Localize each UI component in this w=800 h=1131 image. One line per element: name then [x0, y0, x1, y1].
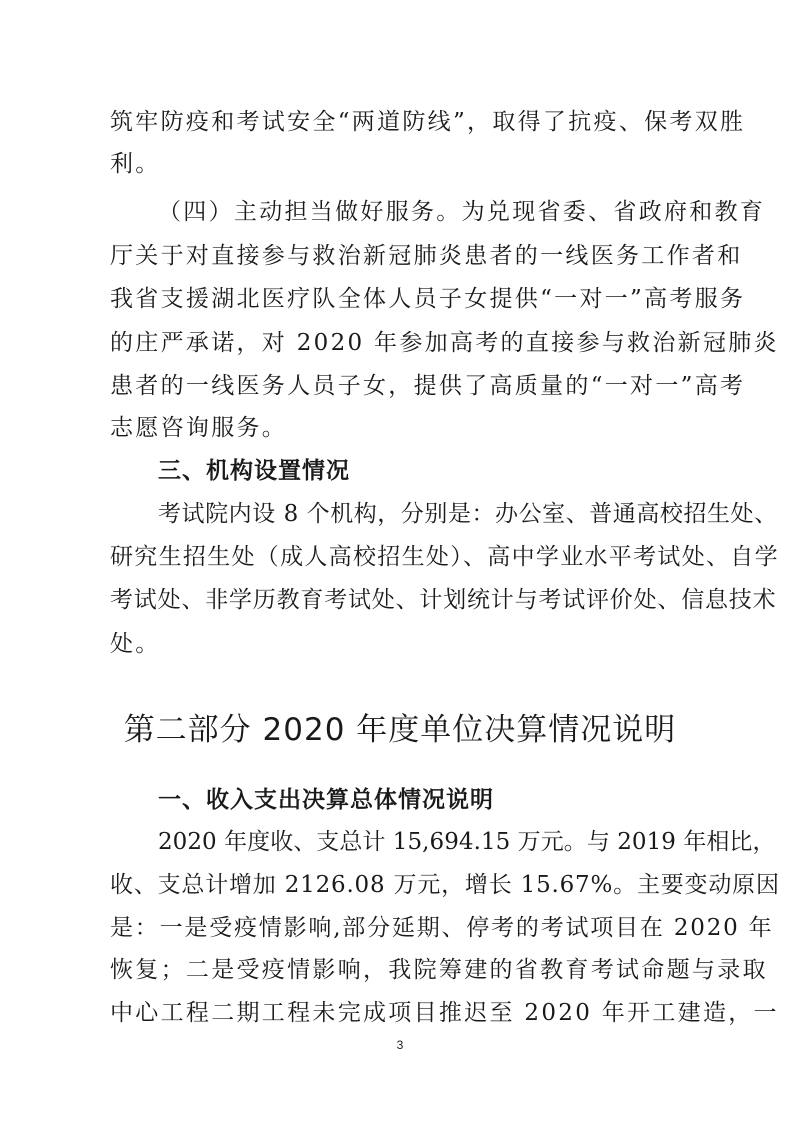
- paragraph-line: 收、支总计增加 2126.08 万元，增长 15.67%。主要变动原因: [110, 872, 780, 898]
- paragraph-line: 2020 年度收、支总计 15,694.15 万元。与 2019 年相比，: [158, 829, 776, 855]
- paragraph-line: 厅关于对直接参与救治新冠肺炎患者的一线医务工作者和: [110, 243, 743, 269]
- paragraph-line: 利。: [110, 151, 161, 177]
- paragraph-line: （四）主动担当做好服务。为兑现省委、省政府和教育: [158, 199, 766, 225]
- paragraph-line: 研究生招生处（成人高校招生处）、高中学业水平考试处、自学: [110, 544, 779, 570]
- paragraph-line: 的庄严承诺，对 2020 年参加高考的直接参与救治新冠肺炎: [110, 330, 779, 356]
- paragraph-line: 我省支援湖北医疗队全体人员子女提供“一对一”高考服务: [110, 286, 746, 312]
- paragraph-line: 恢复；二是受疫情影响，我院筹建的省教育考试命题与录取: [110, 957, 768, 983]
- section-heading: 一、收入支出决算总体情况说明: [158, 787, 494, 813]
- paragraph-line: 是：一是受疫情影响,部分延期、停考的考试项目在 2020 年: [110, 915, 774, 941]
- page-number: 3: [396, 1038, 404, 1052]
- section-heading: 三、机构设置情况: [158, 458, 350, 484]
- paragraph-line: 中心工程二期工程未完成项目推迟至 2020 年开工建造，一: [110, 1000, 779, 1026]
- part-title: 第二部分 2020 年度单位决算情况说明: [123, 712, 677, 748]
- paragraph-line: 考试处、非学历教育考试处、计划统计与考试评价处、信息技术: [110, 587, 777, 613]
- paragraph-line: 筑牢防疫和考试安全“两道防线”，取得了抗疫、保考双胜: [110, 109, 746, 135]
- paragraph-line: 志愿咨询服务。: [110, 415, 288, 441]
- paragraph-line: 处。: [110, 631, 161, 657]
- paragraph-line: 考试院内设 8 个机构，分别是：办公室、普通高校招生处、: [158, 501, 778, 527]
- paragraph-line: 患者的一线医务人员子女，提供了高质量的“一对一”高考: [110, 373, 746, 399]
